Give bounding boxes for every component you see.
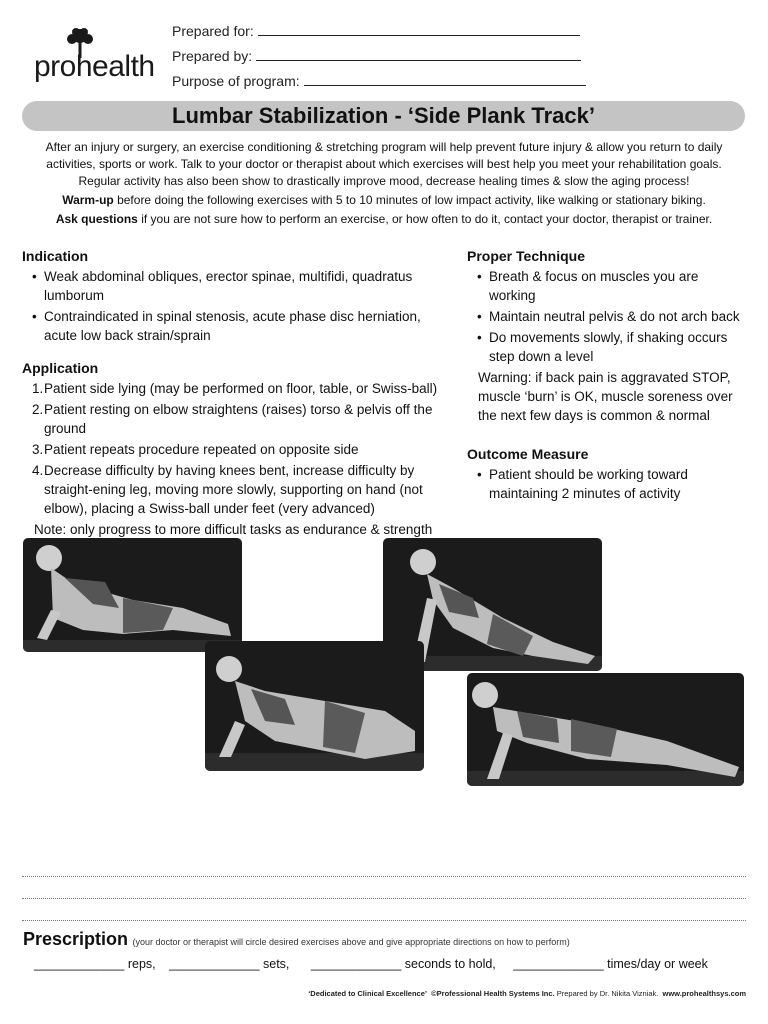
footer-dedication: ‘Dedicated to Clinical Excellence’ (308, 989, 427, 998)
item-number: 3. (32, 442, 44, 457)
notes-line[interactable] (22, 898, 746, 899)
list-item: • Weak abdominal obliques, erector spinae, multifidi, quadratus lumborum (22, 267, 452, 305)
item-text: Patient side lying (may be performed on floor, table, or Swiss-ball) (44, 381, 438, 396)
prescription-heading: Prescription (23, 929, 129, 949)
outcome-list (467, 465, 747, 503)
item-number: 2. (32, 402, 44, 417)
side-plank-straight-figure (467, 673, 744, 786)
prepared-for-field[interactable] (258, 23, 580, 36)
indication-heading: Indication (22, 248, 89, 264)
sets-label: sets, (263, 957, 290, 971)
side-lying-figure (23, 538, 242, 652)
hold-blank[interactable]: _____________ (310, 957, 402, 971)
hold-label: seconds to hold, (404, 957, 496, 971)
prohealth-logo: prohealth (34, 50, 155, 83)
sets-blank[interactable]: _____________ (169, 957, 260, 971)
item-number: 4. (32, 463, 44, 478)
item-number: 1. (32, 381, 44, 396)
prepared-by-line (172, 47, 581, 65)
prepared-for-line (172, 22, 580, 40)
item-text: Decrease difficulty by having knees bent, increase difficulty by straight-ening leg, moving more slowly, supporting on hand (not elbow), placing a Swiss-ball under feet (very advanced) (44, 463, 423, 516)
list-item: • Patient should be working toward maintaining 2 minutes of activity (467, 465, 747, 503)
exercise-photo-3 (205, 641, 424, 771)
ask-line (30, 211, 738, 228)
ask-text: if you are not sure how to perform an exercise, or how often to do it, contact your doctor, therapist or trainer. (137, 212, 713, 226)
ask-bold: Ask questions (55, 212, 138, 226)
list-item: • Maintain neutral pelvis & do not arch back (467, 307, 747, 326)
left-column (22, 247, 452, 558)
purpose-field[interactable] (304, 73, 586, 86)
list-item (22, 440, 452, 459)
warmup-bold: Warm-up (62, 193, 114, 207)
reps-blank[interactable]: _____________ (34, 957, 125, 971)
freq-label: times/day or week (607, 957, 708, 971)
application-list (22, 379, 452, 518)
purpose-label: Purpose of program: (172, 73, 300, 89)
exercise-photo-1 (23, 538, 242, 652)
notes-line[interactable] (22, 920, 746, 921)
list-item (22, 379, 452, 398)
list-item (22, 461, 452, 518)
page-title: Lumbar Stabilization - ‘Side Plank Track’ (22, 101, 745, 131)
indication-list (22, 267, 452, 345)
intro-block (30, 139, 738, 230)
item-text: Patient repeats procedure repeated on opposite side (44, 442, 359, 457)
warmup-line (30, 192, 738, 209)
reps-label: reps, (127, 957, 156, 971)
technique-heading: Proper Technique (467, 248, 585, 264)
footer-prepared: Prepared by Dr. Nikita Vizniak. (556, 989, 659, 998)
freq-blank[interactable]: _____________ (513, 957, 604, 971)
outcome-heading: Outcome Measure (467, 446, 589, 462)
technique-warning: Warning: if back pain is aggravated STOP, muscle ‘burn’ is OK, muscle soreness over the next few days is common & normal (478, 370, 733, 423)
list-item: • Contraindicated in spinal stenosis, acute phase disc herniation, acute low back strain/sprain (22, 307, 452, 345)
application-note: Note: only progress to more difficult tasks as endurance & strength (34, 522, 433, 537)
notes-line[interactable] (22, 876, 746, 877)
prepared-for-label: Prepared for: (172, 23, 254, 39)
prepared-by-label: Prepared by: (172, 48, 253, 64)
warmup-text: before doing the following exercises with 5 to 10 minutes of low impact activity, like walking or stationary biking. (113, 193, 706, 207)
footer-url[interactable]: www.prohealthsys.com (662, 989, 746, 998)
intro-paragraph: After an injury or surgery, an exercise conditioning & stretching program will help prevent future injury & allow you return to daily activities, sports or work. Talk to your doctor or therapist about which exercises will best help you meet your rehabilitation goals. Regular activity has also been show to drastically improve mood, decrease healing times & slow the aging process! (45, 140, 723, 188)
list-item (22, 400, 452, 438)
footer (308, 989, 746, 998)
list-item: • Do movements slowly, if shaking occurs step down a level (467, 328, 747, 366)
prescription-note: (your doctor or therapist will circle desired exercises above and give appropriate directions on how to perform) (132, 937, 570, 947)
prepared-by-field[interactable] (256, 48, 581, 61)
prescription-header (23, 929, 570, 950)
prescription-fields (34, 957, 708, 971)
technique-list (467, 267, 747, 366)
right-column (467, 247, 747, 505)
purpose-line (172, 72, 586, 90)
application-heading: Application (22, 360, 99, 376)
item-text: Patient resting on elbow straightens (raises) torso & pelvis off the ground (44, 402, 433, 436)
footer-company: ©Professional Health Systems Inc. (431, 989, 555, 998)
exercise-photo-4 (467, 673, 744, 786)
side-plank-elbow-figure (205, 641, 424, 771)
list-item: • Breath & focus on muscles you are working (467, 267, 747, 305)
